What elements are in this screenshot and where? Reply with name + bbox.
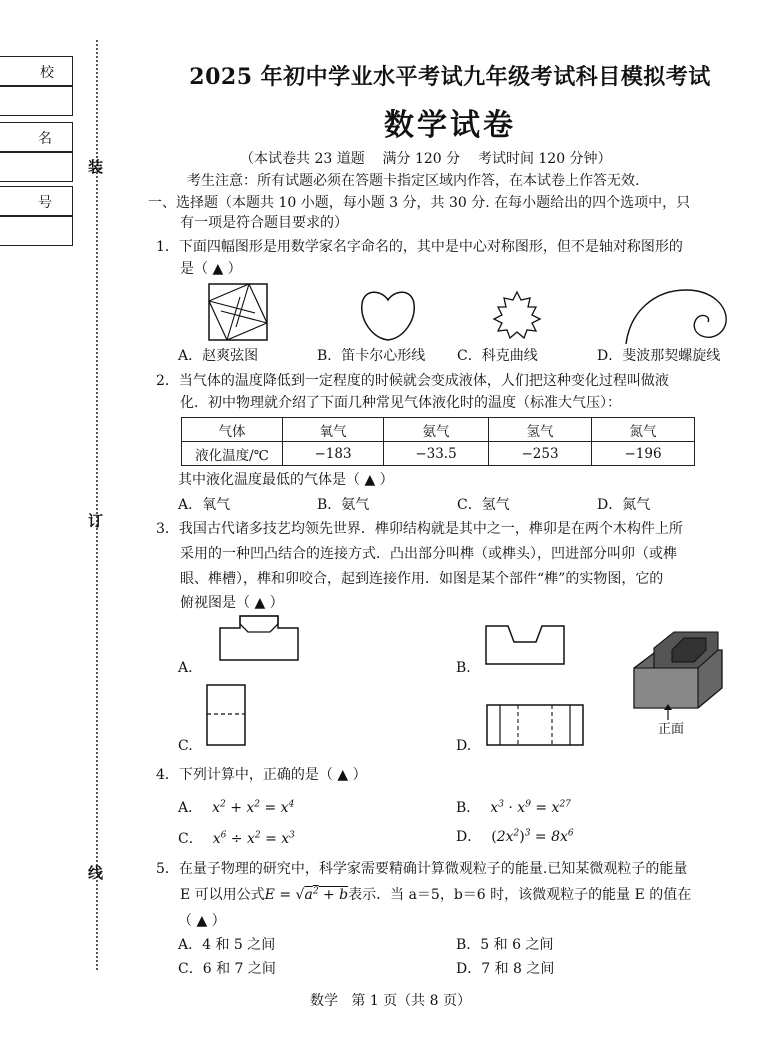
name-box — [0, 152, 73, 182]
exam-notice: 考生注意：所有试题必须在答题卡指定区域内作答，在本试卷上作答无效. — [187, 173, 640, 189]
q4-option-b — [456, 797, 571, 817]
q3-stem-cont1: 采用的一种凹凸结合的连接方式．凸出部分叫榫（或榫头），凹进部分叫卯（或榫 — [180, 546, 677, 562]
q1-option-c: C．科克曲线 — [457, 348, 538, 364]
q1-stem: 1．下面四幅图形是用数学家名字命名的，其中是中心对称图形，但不是轴对称图形的 — [156, 239, 683, 255]
q5-option-c: C．6 和 7 之间 — [178, 961, 276, 977]
table-cell: −183 — [283, 442, 384, 466]
q2-stem: 2．当气体的温度降低到一定程度的时候就会变成液体，人们把这种变化过程叫做液 — [156, 373, 669, 389]
exam-info: （本试卷共 23 道题 满分 120 分 考试时间 120 分钟） — [240, 151, 612, 167]
table-cell: 氧气 — [283, 418, 384, 442]
number-label: 号 — [38, 195, 52, 211]
q3-stem-cont2: 眼、榫槽），榫和卯咬合，起到连接作用．如图是某个部件“榫”的实物图，它的 — [180, 571, 664, 587]
q3-option-c-letter: C. — [178, 738, 193, 754]
q4-option-a-letter: A． — [178, 800, 203, 816]
section1-heading: 一、选择题（本题共 10 小题，每小题 3 分，共 30 分. 在每小题给出的四个选项中，只 — [148, 195, 691, 211]
q5-formula: $E = √a^2 + b$ — [264, 886, 349, 903]
table-header-row — [182, 418, 695, 442]
q5-option-d: D．7 和 8 之间 — [456, 961, 555, 977]
q5-option-b: B．5 和 6 之间 — [456, 937, 554, 953]
school-box — [0, 86, 73, 116]
table-cell: 氢气 — [489, 418, 592, 442]
q3-option-b-figure — [484, 624, 566, 666]
liquefaction-table — [181, 417, 695, 466]
q4-option-d — [456, 826, 574, 846]
table-cell: 气体 — [182, 418, 283, 442]
q3-stem: 3．我国古代诸多技艺均领先世界．榫卯结构就是其中之一，榫卯是在两个木构件上所 — [156, 521, 683, 537]
q1-option-b: B．笛卡尔心形线 — [317, 348, 426, 364]
table-cell: −196 — [592, 442, 695, 466]
q3-front-label: 正面 — [658, 722, 685, 737]
q2-option-d: D．氮气 — [597, 497, 651, 513]
exam-title: 2025 年初中学业水平考试九年级考试科目模拟考试 — [189, 64, 711, 90]
q2-option-a: A．氧气 — [178, 497, 231, 513]
number-box — [0, 216, 73, 246]
q3-option-d-figure — [486, 704, 586, 748]
q2-option-b: B．氨气 — [317, 497, 370, 513]
school-label: 校 — [40, 65, 54, 81]
q4-stem: 4．下列计算中，正确的是（ ▲ ） — [156, 767, 367, 783]
q4-option-d-formula: $(2x^2)^3 = 8x^6$ — [491, 828, 574, 845]
q1-option-a: A．赵爽弦图 — [178, 348, 259, 364]
subject-title: 数学试卷 — [384, 108, 516, 143]
q4-option-b-letter: B． — [456, 800, 481, 816]
q2-option-c: C．氢气 — [457, 497, 510, 513]
name-box-top — [0, 122, 73, 152]
q5-stem: 5．在量子物理的研究中，科学家需要精确计算微观粒子的能量.已知某微观粒子的能量 — [156, 861, 688, 877]
q3-option-a-letter: A. — [178, 660, 193, 676]
q4-option-a — [178, 797, 294, 817]
q1-option-d: D．斐波那契螺旋线 — [597, 348, 721, 364]
q3-option-d-letter: D. — [456, 738, 472, 754]
q1-stem-cont: 是（ ▲ ） — [180, 261, 242, 277]
q3-option-c-figure — [206, 684, 248, 748]
koch-curve-figure — [488, 290, 546, 340]
table-cell: 氮气 — [592, 418, 695, 442]
binding-mark-ding: 订 — [88, 512, 104, 530]
q5-option-a: A．4 和 5 之间 — [178, 937, 276, 953]
q5-stem-cont2: （ ▲ ） — [178, 913, 226, 929]
binding-mark-zhuang: 装 — [88, 158, 104, 176]
table-cell: 液化温度/℃ — [182, 442, 283, 466]
q3-option-a-figure — [218, 614, 300, 664]
q4-option-a-formula: $x^2 + x^2 = x^4$ — [212, 799, 295, 816]
cardioid-figure — [360, 290, 416, 342]
q5-stem-text-b: 表示．当 a＝5，b＝6 时，该微观粒子的能量 E 的值在 — [348, 887, 692, 903]
q3-tenon-3d-figure — [632, 628, 728, 714]
table-row — [182, 442, 695, 466]
table-cell: −33.5 — [384, 442, 489, 466]
q4-option-c — [178, 828, 295, 848]
q3-stem-cont3: 俯视图是（ ▲ ） — [180, 595, 284, 611]
q2-question: 其中液化温度最低的气体是（ ▲ ） — [178, 472, 394, 488]
binding-dotted-line — [96, 40, 98, 970]
q5-stem-text-a: E 可以用公式 — [180, 887, 265, 903]
page-footer: 数学 第 1 页（共 8 页） — [310, 993, 471, 1009]
q3-option-b-letter: B. — [456, 660, 471, 676]
q4-option-c-letter: C． — [178, 831, 203, 847]
fibonacci-spiral-figure — [626, 288, 730, 346]
binding-mark-xian: 线 — [88, 864, 104, 882]
q4-option-b-formula: $x^3 \cdot x^9 = x^{27}$ — [490, 799, 571, 816]
section1-heading-cont: 有一项是符合题目要求的） — [180, 215, 348, 231]
q4-option-d-letter: D． — [456, 829, 482, 845]
name-label: 名 — [38, 131, 52, 147]
zhao-shuang-figure — [208, 283, 270, 343]
table-cell: −253 — [489, 442, 592, 466]
q5-stem-cont — [180, 884, 691, 904]
school-box-top — [0, 56, 73, 86]
q2-stem-cont: 化．初中物理就介绍了下面几种常见气体液化时的温度（标准大气压）： — [180, 395, 621, 411]
q4-option-c-formula: $x^6 \div x^2 = x^3$ — [212, 830, 295, 847]
table-cell: 氨气 — [384, 418, 489, 442]
number-box-top — [0, 186, 73, 216]
